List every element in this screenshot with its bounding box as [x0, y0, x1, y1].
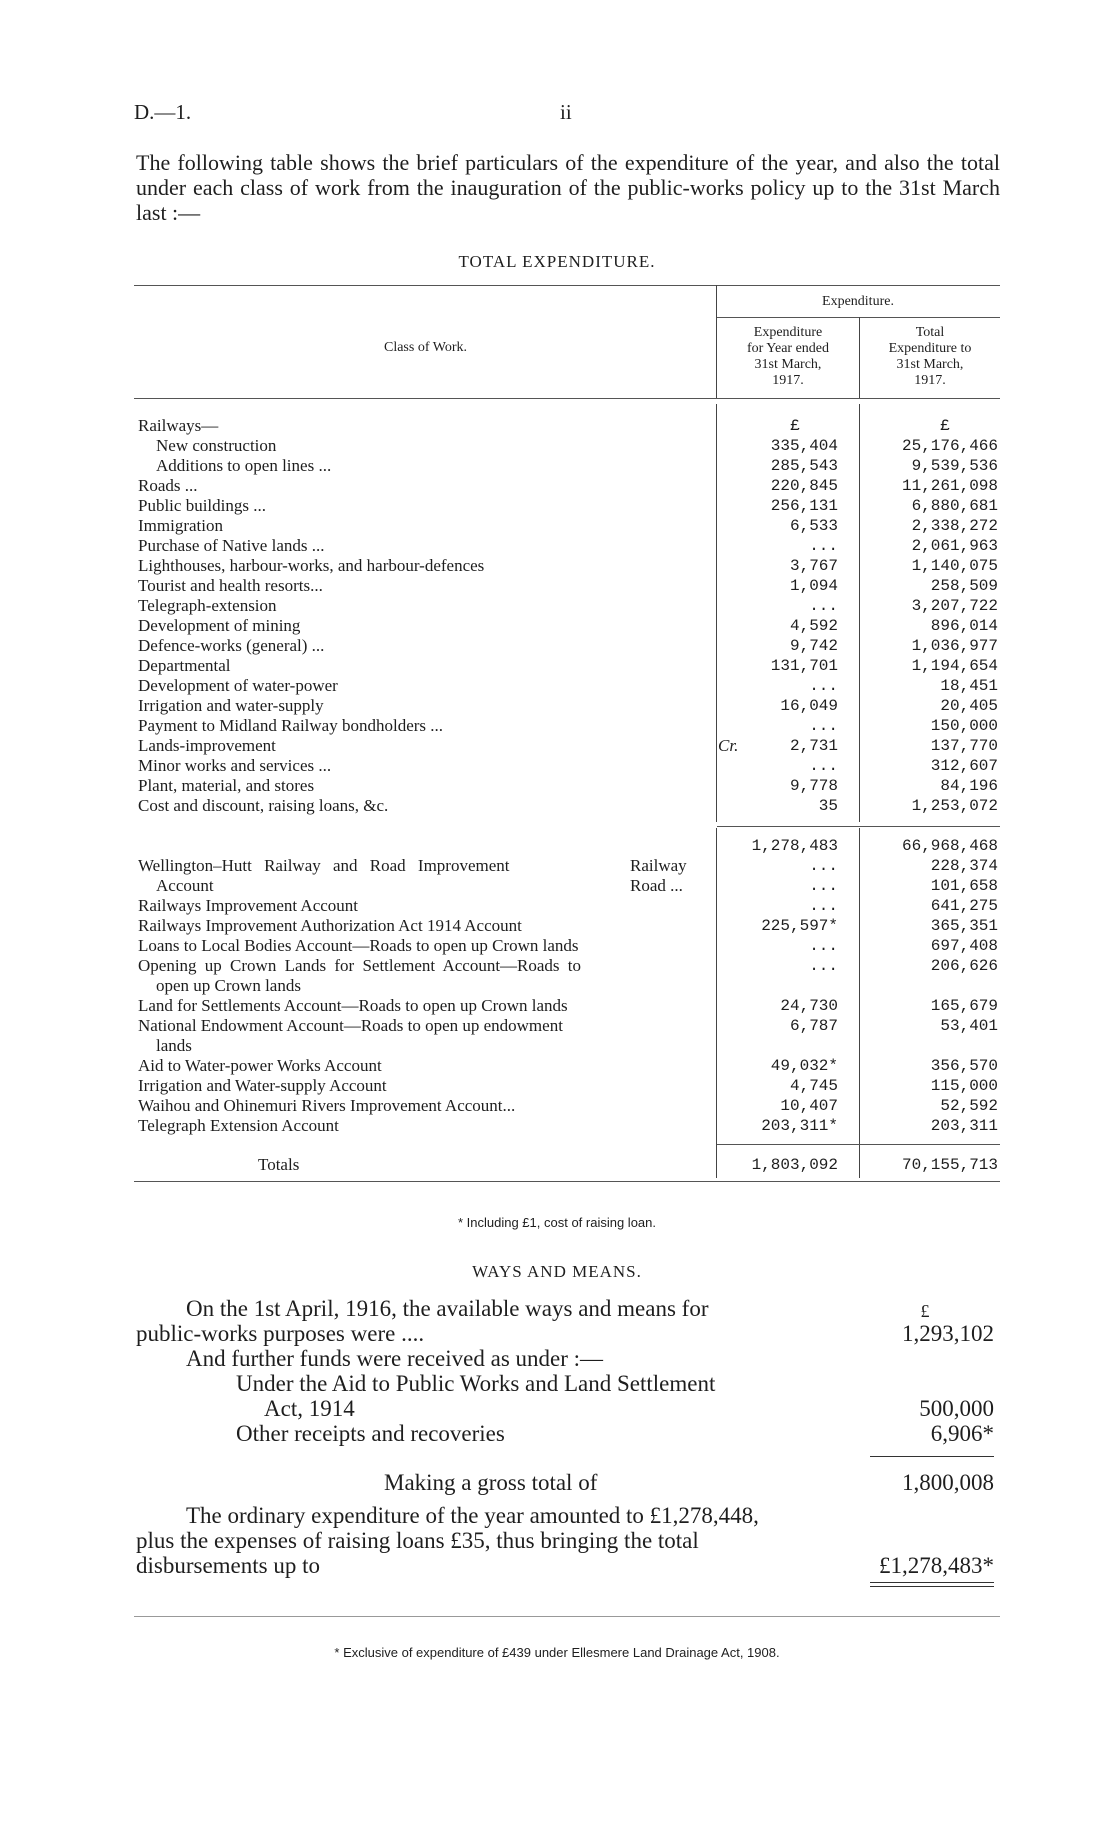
table-bottom-rule — [134, 1181, 1000, 1182]
ways-line-6b: plus the expenses of raising loans £35, thus bringing the total — [136, 1528, 699, 1553]
table-row: Payment to Midland Railway bondholders ... ... 150,000 — [138, 716, 998, 735]
ways-footnote: * Exclusive of expenditure of £439 under Ellesmere Land Drainage Act, 1908. — [334, 1645, 780, 1660]
table-row: Tourist and health resorts... 1,094 258,509 — [138, 576, 998, 595]
table-row: Loans to Local Bodies Account—Roads to open up Crown lands ... 697,408 — [138, 936, 998, 955]
ways-currency: £ — [920, 1301, 930, 1321]
table-row: Immigration 6,533 2,338,272 — [138, 516, 998, 535]
totals-top-rule — [717, 1144, 1000, 1145]
table-row-national-cont: lands — [156, 1036, 192, 1055]
page-number: ii — [560, 100, 572, 124]
ways-sum-rule — [870, 1456, 994, 1457]
table-row: Irrigation and Water-supply Account 4,745 115,000 — [138, 1076, 998, 1095]
ways-amount-1: 1,293,102 — [902, 1321, 994, 1346]
table-top-rule — [134, 285, 1000, 286]
table-row-wellington-road: Account Road ... ... 101,658 — [156, 876, 998, 895]
table-row: Telegraph-extension ... 3,207,722 — [138, 596, 998, 615]
table-row: Roads ... 220,845 11,261,098 — [138, 476, 998, 495]
table-row: Development of mining 4,592 896,014 — [138, 616, 998, 635]
ways-amount-3: 500,000 — [919, 1396, 994, 1421]
column-header-class: Class of Work. — [383, 340, 467, 355]
intro-paragraph: The following table shows the brief particulars of the expenditure of the year, and also the total under each class of work from the inauguration of the public-works policy up to the 31st March last :— — [136, 150, 1000, 225]
table-row: Land for Settlements Account—Roads to open up Crown lands 24,730 165,679 — [138, 996, 998, 1015]
ways-amount-6: £1,278,483* — [879, 1553, 994, 1578]
ways-line-1b: public-works purposes were .... — [136, 1321, 425, 1346]
table-row: Aid to Water-power Works Account 49,032* 356,570 — [138, 1056, 998, 1075]
ways-line-3a: Under the Aid to Public Works and Land Settlement — [236, 1371, 716, 1396]
table-row: Lighthouses, harbour-works, and harbour-defences 3,767 1,140,075 — [138, 556, 998, 575]
column-header-expenditure: Expenditure. — [822, 294, 894, 309]
table-row: Purchase of Native lands ... ... 2,061,963 — [138, 536, 998, 555]
table-row: Minor works and services ... ... 312,607 — [138, 756, 998, 775]
ways-line-1a: On the 1st April, 1916, the available ways and means for — [186, 1296, 709, 1321]
table-row: Public buildings ... 256,131 6,880,681 — [138, 496, 998, 515]
header-bottom-rule — [134, 398, 1000, 399]
ways-double-rule-2 — [870, 1586, 994, 1587]
ways-line-6c: disbursements up to — [136, 1553, 320, 1578]
table-row: Development of water-power ... 18,451 — [138, 676, 998, 695]
table-row-wellington-railway: Wellington–Hutt Railway and Road Improvement Railway ... 228,374 — [138, 856, 998, 875]
table-row: Plant, material, and stores 9,778 84,196 — [138, 776, 998, 795]
table-row: Cost and discount, raising loans, &c. 35 1,253,072 — [138, 796, 998, 815]
column-header-year: Expenditure for Year ended 31st March, 1917. — [746, 325, 830, 388]
subtotal-rule — [717, 826, 1000, 827]
table-title: TOTAL EXPENDITURE. — [458, 252, 656, 271]
table-row-national: National Endowment Account—Roads to open up endowment 6,787 53,401 — [138, 1016, 998, 1035]
table-row: Waihou and Ohinemuri Rivers Improvement Account... 10,407 52,592 — [138, 1096, 998, 1115]
ways-amount-5: 1,800,008 — [902, 1470, 994, 1495]
totals-row: Totals 1,803,092 70,155,713 — [258, 1155, 998, 1174]
table-row-railways-heading: Railways— £ £ — [138, 416, 950, 435]
ways-line-4: Other receipts and recoveries — [236, 1421, 505, 1446]
table-row: Telegraph Extension Account 203,311* 203,311 — [138, 1116, 998, 1135]
table-row: Defence-works (general) ... 9,742 1,036,977 — [138, 636, 998, 655]
subtotal-row: 1,278,483 66,968,468 — [751, 837, 998, 855]
table-footnote: * Including £1, cost of raising loan. — [457, 1215, 656, 1230]
table-row: New construction 335,404 25,176,466 — [156, 436, 998, 455]
ways-and-means-title: WAYS AND MEANS. — [472, 1262, 642, 1281]
ways-line-5: Making a gross total of — [384, 1470, 598, 1495]
table-row: Departmental 131,701 1,194,654 — [138, 656, 998, 675]
ways-line-6a: The ordinary expenditure of the year amounted to £1,278,448, — [186, 1503, 759, 1528]
credit-marker: Cr. — [718, 736, 739, 755]
ways-line-2: And further funds were received as under :— — [186, 1346, 604, 1371]
ways-double-rule-1 — [870, 1582, 994, 1583]
table-row: Railways Improvement Account ... 641,275 — [138, 896, 998, 915]
document-reference: D.—1. — [134, 100, 192, 124]
ways-amount-4: 6,906* — [930, 1421, 994, 1446]
table-row: Railways Improvement Authorization Act 1914 Account 225,597* 365,351 — [138, 916, 998, 935]
table-row-opening-cont: open up Crown lands — [156, 976, 301, 995]
ways-line-3b: Act, 1914 — [264, 1396, 355, 1421]
column-header-total: Total Expenditure to 31st March, 1917. — [888, 325, 972, 388]
table-row: Lands-improvement Cr. 2,731 137,770 — [138, 736, 998, 755]
table-row: Additions to open lines ... 285,543 9,539,536 — [156, 456, 998, 475]
table-row-opening: Opening up Crown Lands for Settlement Account—Roads to ... 206,626 — [138, 956, 998, 975]
table-row: Irrigation and water-supply 16,049 20,405 — [138, 696, 998, 715]
section-end-rule — [134, 1616, 1000, 1617]
